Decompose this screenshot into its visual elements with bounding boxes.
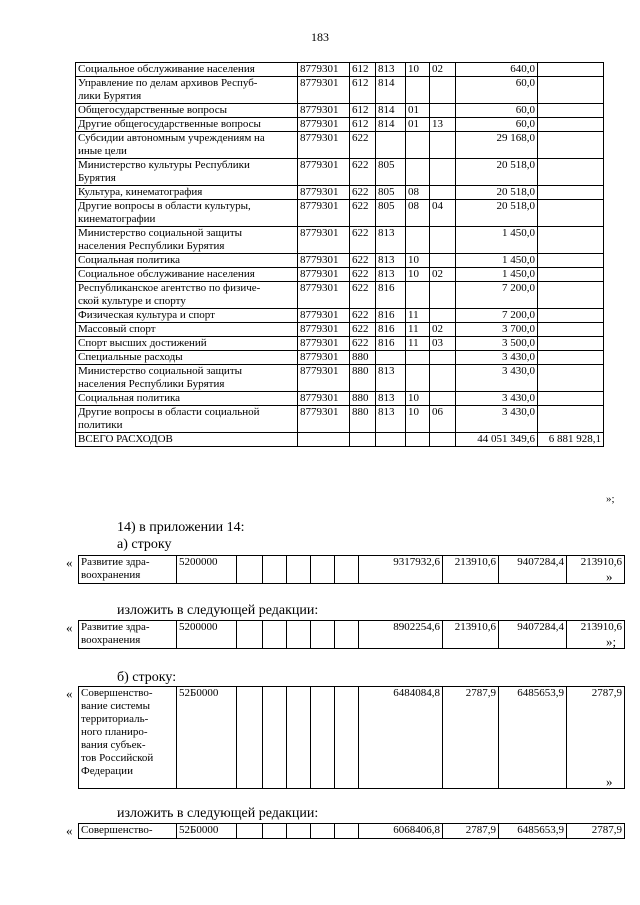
row-code: 8779301 bbox=[298, 186, 350, 200]
row-col2 bbox=[376, 433, 406, 447]
row-col1: 880 bbox=[350, 351, 376, 365]
row-code: 8779301 bbox=[298, 406, 350, 433]
page-number: 183 bbox=[311, 30, 329, 44]
row-code: 8779301 bbox=[298, 104, 350, 118]
row-name: Другие вопросы в области культуры, кинематографии bbox=[76, 200, 298, 227]
row-col1: 880 bbox=[350, 392, 376, 406]
row-extra bbox=[538, 77, 604, 104]
empty-cell bbox=[263, 556, 287, 584]
row-col3: 10 bbox=[406, 63, 430, 77]
empty-cell bbox=[311, 621, 335, 649]
row-code: 8779301 bbox=[298, 118, 350, 132]
row-name: ВСЕГО РАСХОДОВ bbox=[76, 433, 298, 447]
row-col3: 01 bbox=[406, 118, 430, 132]
replace-label-2: изложить в следующей редакции: bbox=[117, 806, 319, 821]
row-name: Развитие здра- воохранения bbox=[79, 621, 177, 649]
row-col2 bbox=[376, 132, 406, 159]
table-row bbox=[76, 77, 604, 104]
closing-quote-mark: »; bbox=[606, 493, 615, 505]
empty-cell bbox=[287, 556, 311, 584]
row-amount: 3 430,0 bbox=[456, 392, 538, 406]
row-name: Республиканское агентство по физиче- ской культуре и спорту bbox=[76, 282, 298, 309]
table-row bbox=[76, 254, 604, 268]
table-row bbox=[76, 159, 604, 186]
item-a-label: а) строку bbox=[117, 537, 172, 552]
row-code: 8779301 bbox=[298, 132, 350, 159]
table-row bbox=[79, 687, 625, 789]
row-name: Общегосударственные вопросы bbox=[76, 104, 298, 118]
row-col4 bbox=[430, 132, 456, 159]
row-code: 52Б0000 bbox=[177, 687, 237, 789]
row-extra bbox=[538, 365, 604, 392]
row-code: 8779301 bbox=[298, 323, 350, 337]
row-amount: 3 430,0 bbox=[456, 406, 538, 433]
table-row bbox=[76, 433, 604, 447]
row-amount: 1 450,0 bbox=[456, 227, 538, 254]
empty-cell bbox=[237, 556, 263, 584]
row-code: 8779301 bbox=[298, 392, 350, 406]
row-name: Специальные расходы bbox=[76, 351, 298, 365]
row-col3: 10 bbox=[406, 406, 430, 433]
table-row bbox=[79, 824, 625, 839]
row-col1: 622 bbox=[350, 323, 376, 337]
row-col2: 814 bbox=[376, 104, 406, 118]
row-col2: 813 bbox=[376, 392, 406, 406]
row-extra bbox=[538, 309, 604, 323]
row-extra bbox=[538, 392, 604, 406]
open-quote-mark: « bbox=[66, 823, 73, 838]
row-amount: 20 518,0 bbox=[456, 186, 538, 200]
row-col4 bbox=[430, 433, 456, 447]
row-col1: 612 bbox=[350, 104, 376, 118]
row-col1: 622 bbox=[350, 309, 376, 323]
row-col4 bbox=[430, 351, 456, 365]
row-extra bbox=[538, 132, 604, 159]
row-col4 bbox=[430, 77, 456, 104]
row-col4 bbox=[430, 392, 456, 406]
table-row bbox=[76, 392, 604, 406]
row-col1: 622 bbox=[350, 227, 376, 254]
row-col3: 10 bbox=[406, 392, 430, 406]
row-amount: 3 430,0 bbox=[456, 351, 538, 365]
row-col1: 622 bbox=[350, 254, 376, 268]
row-col2: 813 bbox=[376, 254, 406, 268]
row-extra: 6 881 928,1 bbox=[538, 433, 604, 447]
row-name: Социальная политика bbox=[76, 392, 298, 406]
table-row bbox=[76, 309, 604, 323]
row-col4: 02 bbox=[430, 268, 456, 282]
row-col1: 612 bbox=[350, 63, 376, 77]
table-row bbox=[76, 337, 604, 351]
value-1: 6484084,8 bbox=[359, 687, 443, 789]
row-col3: 08 bbox=[406, 186, 430, 200]
row-col4: 06 bbox=[430, 406, 456, 433]
row-col1: 880 bbox=[350, 406, 376, 433]
row-amount: 29 168,0 bbox=[456, 132, 538, 159]
value-1: 6068406,8 bbox=[359, 824, 443, 839]
row-col2 bbox=[376, 351, 406, 365]
close-quote-mark: »; bbox=[606, 634, 617, 649]
table-row bbox=[76, 104, 604, 118]
row-amount: 20 518,0 bbox=[456, 200, 538, 227]
row-col1: 622 bbox=[350, 186, 376, 200]
row-name: Совершенство- bbox=[79, 824, 177, 839]
table-row bbox=[79, 556, 625, 584]
row-col4: 02 bbox=[430, 63, 456, 77]
replace-label-1: изложить в следующей редакции: bbox=[117, 603, 319, 618]
row-col1: 612 bbox=[350, 118, 376, 132]
empty-cell bbox=[263, 621, 287, 649]
row-col2: 814 bbox=[376, 118, 406, 132]
row-amount: 7 200,0 bbox=[456, 282, 538, 309]
open-quote-mark: « bbox=[66, 555, 73, 570]
row-name: Физическая культура и спорт bbox=[76, 309, 298, 323]
row-amount: 3 700,0 bbox=[456, 323, 538, 337]
row-col2: 816 bbox=[376, 323, 406, 337]
row-extra bbox=[538, 282, 604, 309]
row-code: 8779301 bbox=[298, 254, 350, 268]
row-col2: 813 bbox=[376, 365, 406, 392]
row-name: Другие вопросы в области социальной политики bbox=[76, 406, 298, 433]
row-code bbox=[298, 433, 350, 447]
table-row bbox=[76, 118, 604, 132]
row-col3 bbox=[406, 282, 430, 309]
row-code: 8779301 bbox=[298, 159, 350, 186]
close-quote-mark: » bbox=[606, 569, 613, 584]
row-col3: 10 bbox=[406, 254, 430, 268]
row-col2: 813 bbox=[376, 227, 406, 254]
row-col1 bbox=[350, 433, 376, 447]
empty-cell bbox=[237, 687, 263, 789]
table-row bbox=[76, 63, 604, 77]
row-col4: 02 bbox=[430, 323, 456, 337]
row-amount: 60,0 bbox=[456, 118, 538, 132]
row-extra bbox=[538, 63, 604, 77]
row-col1: 612 bbox=[350, 77, 376, 104]
value-1: 8902254,6 bbox=[359, 621, 443, 649]
row-name: Совершенство- вание системы территориаль- ного планиро- вания субъек- тов Российской Федерации bbox=[79, 687, 177, 789]
row-extra bbox=[538, 186, 604, 200]
row-amount: 3 500,0 bbox=[456, 337, 538, 351]
row-col4 bbox=[430, 254, 456, 268]
empty-cell bbox=[287, 824, 311, 839]
row-col3 bbox=[406, 351, 430, 365]
table-row bbox=[76, 268, 604, 282]
open-quote-mark: « bbox=[66, 620, 73, 635]
row-col2: 813 bbox=[376, 406, 406, 433]
table-row bbox=[76, 365, 604, 392]
row-name: Массовый спорт bbox=[76, 323, 298, 337]
row-col2: 814 bbox=[376, 77, 406, 104]
row-col2: 805 bbox=[376, 159, 406, 186]
row-name: Социальное обслуживание населения bbox=[76, 268, 298, 282]
row-name: Социальная политика bbox=[76, 254, 298, 268]
row-name: Субсидии автономным учреждениям на иные цели bbox=[76, 132, 298, 159]
row-code: 5200000 bbox=[177, 621, 237, 649]
row-extra bbox=[538, 227, 604, 254]
table-row bbox=[76, 227, 604, 254]
open-quote-mark: « bbox=[66, 686, 73, 701]
table-row bbox=[76, 406, 604, 433]
quoted-row-table bbox=[78, 555, 625, 584]
empty-cell bbox=[237, 621, 263, 649]
value-4: 2787,9 bbox=[567, 687, 625, 789]
table-row bbox=[76, 200, 604, 227]
row-name: Министерство социальной защиты населения Республики Бурятия bbox=[76, 227, 298, 254]
empty-cell bbox=[311, 556, 335, 584]
row-col3: 10 bbox=[406, 268, 430, 282]
row-code: 8779301 bbox=[298, 282, 350, 309]
row-name: Министерство культуры Республики Бурятия bbox=[76, 159, 298, 186]
row-col1: 622 bbox=[350, 132, 376, 159]
row-amount: 1 450,0 bbox=[456, 268, 538, 282]
row-col2: 805 bbox=[376, 186, 406, 200]
row-col1: 622 bbox=[350, 282, 376, 309]
row-col4: 13 bbox=[430, 118, 456, 132]
table-row bbox=[76, 282, 604, 309]
value-2: 2787,9 bbox=[443, 687, 499, 789]
row-col2: 816 bbox=[376, 309, 406, 323]
table-row bbox=[79, 621, 625, 649]
row-col3: 01 bbox=[406, 104, 430, 118]
row-col3 bbox=[406, 159, 430, 186]
table-row bbox=[76, 323, 604, 337]
row-code: 8779301 bbox=[298, 227, 350, 254]
row-col1: 622 bbox=[350, 159, 376, 186]
row-col4 bbox=[430, 186, 456, 200]
row-col2: 816 bbox=[376, 337, 406, 351]
row-col4: 03 bbox=[430, 337, 456, 351]
row-extra bbox=[538, 254, 604, 268]
row-extra bbox=[538, 268, 604, 282]
row-code: 8779301 bbox=[298, 337, 350, 351]
table-row bbox=[76, 132, 604, 159]
row-name: Другие общегосударственные вопросы bbox=[76, 118, 298, 132]
empty-cell bbox=[263, 687, 287, 789]
empty-cell bbox=[311, 687, 335, 789]
row-name: Спорт высших достижений bbox=[76, 337, 298, 351]
row-code: 8779301 bbox=[298, 200, 350, 227]
table-row bbox=[76, 186, 604, 200]
row-extra bbox=[538, 159, 604, 186]
row-col3 bbox=[406, 433, 430, 447]
row-col4 bbox=[430, 227, 456, 254]
row-col3 bbox=[406, 365, 430, 392]
expenditure-table bbox=[75, 62, 604, 447]
row-col3: 11 bbox=[406, 323, 430, 337]
row-amount: 7 200,0 bbox=[456, 309, 538, 323]
row-extra bbox=[538, 351, 604, 365]
value-2: 213910,6 bbox=[443, 621, 499, 649]
empty-cell bbox=[335, 687, 359, 789]
empty-cell bbox=[335, 621, 359, 649]
row-name: Министерство социальной защиты населения Республики Бурятия bbox=[76, 365, 298, 392]
row-col3: 11 bbox=[406, 337, 430, 351]
empty-cell bbox=[335, 556, 359, 584]
row-col2: 813 bbox=[376, 63, 406, 77]
row-col1: 880 bbox=[350, 365, 376, 392]
row-col4 bbox=[430, 159, 456, 186]
row-extra bbox=[538, 337, 604, 351]
row-extra bbox=[538, 323, 604, 337]
row-extra bbox=[538, 200, 604, 227]
value-2: 213910,6 bbox=[443, 556, 499, 584]
row-code: 8779301 bbox=[298, 365, 350, 392]
row-name: Культура, кинематография bbox=[76, 186, 298, 200]
item-b-label: б) строку: bbox=[117, 670, 177, 685]
value-3: 6485653,9 bbox=[499, 687, 567, 789]
row-amount: 20 518,0 bbox=[456, 159, 538, 186]
row-name: Социальное обслуживание населения bbox=[76, 63, 298, 77]
table-row bbox=[76, 351, 604, 365]
row-col3 bbox=[406, 132, 430, 159]
row-code: 8779301 bbox=[298, 309, 350, 323]
quoted-row-table bbox=[78, 686, 625, 789]
row-amount: 640,0 bbox=[456, 63, 538, 77]
row-amount: 44 051 349,6 bbox=[456, 433, 538, 447]
value-3: 9407284,4 bbox=[499, 621, 567, 649]
row-col4 bbox=[430, 282, 456, 309]
value-3: 6485653,9 bbox=[499, 824, 567, 839]
row-col3 bbox=[406, 227, 430, 254]
row-code: 5200000 bbox=[177, 556, 237, 584]
row-col3 bbox=[406, 77, 430, 104]
empty-cell bbox=[263, 824, 287, 839]
row-code: 8779301 bbox=[298, 63, 350, 77]
row-col2: 813 bbox=[376, 268, 406, 282]
value-4: 213910,6 bbox=[567, 556, 625, 584]
value-1: 9317932,6 bbox=[359, 556, 443, 584]
row-code: 8779301 bbox=[298, 351, 350, 365]
row-extra bbox=[538, 104, 604, 118]
row-col1: 622 bbox=[350, 200, 376, 227]
value-2: 2787,9 bbox=[443, 824, 499, 839]
row-name: Развитие здра- воохранения bbox=[79, 556, 177, 584]
value-4: 2787,9 bbox=[567, 824, 625, 839]
empty-cell bbox=[287, 621, 311, 649]
quoted-row-table bbox=[78, 823, 625, 839]
row-col4 bbox=[430, 309, 456, 323]
row-code: 8779301 bbox=[298, 77, 350, 104]
row-col4 bbox=[430, 104, 456, 118]
quoted-row-table bbox=[78, 620, 625, 649]
row-amount: 60,0 bbox=[456, 77, 538, 104]
row-col4: 04 bbox=[430, 200, 456, 227]
row-col3: 08 bbox=[406, 200, 430, 227]
value-4: 213910,6 bbox=[567, 621, 625, 649]
row-col3: 11 bbox=[406, 309, 430, 323]
row-extra bbox=[538, 406, 604, 433]
row-code: 52Б0000 bbox=[177, 824, 237, 839]
row-name: Управление по делам архивов Респуб- лики Бурятия bbox=[76, 77, 298, 104]
row-col1: 622 bbox=[350, 337, 376, 351]
row-amount: 60,0 bbox=[456, 104, 538, 118]
row-col2: 816 bbox=[376, 282, 406, 309]
value-3: 9407284,4 bbox=[499, 556, 567, 584]
section-14-heading: 14) в приложении 14: bbox=[117, 520, 245, 535]
row-extra bbox=[538, 118, 604, 132]
row-code: 8779301 bbox=[298, 268, 350, 282]
close-quote-mark: » bbox=[606, 774, 613, 789]
row-col1: 622 bbox=[350, 268, 376, 282]
row-amount: 3 430,0 bbox=[456, 365, 538, 392]
empty-cell bbox=[237, 824, 263, 839]
empty-cell bbox=[287, 687, 311, 789]
empty-cell bbox=[311, 824, 335, 839]
row-amount: 1 450,0 bbox=[456, 254, 538, 268]
row-col2: 805 bbox=[376, 200, 406, 227]
empty-cell bbox=[335, 824, 359, 839]
row-col4 bbox=[430, 365, 456, 392]
